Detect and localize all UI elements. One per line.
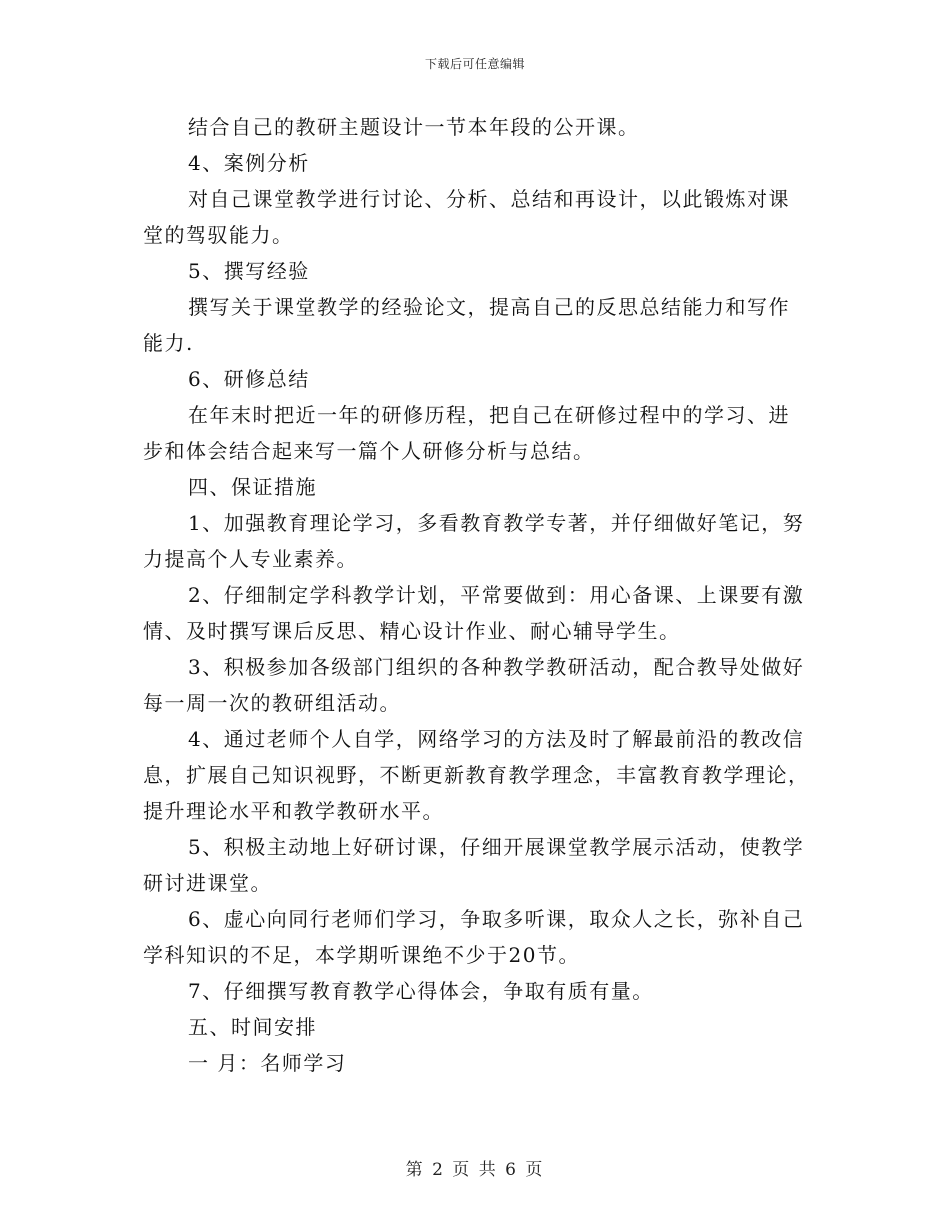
text-line: 能力. — [143, 331, 194, 355]
text-line: 撰写关于课堂教学的经验论文，提高自己的反思总结能力和写作 — [188, 295, 790, 319]
section-heading: 6、研修总结 — [188, 367, 310, 391]
section-heading: 五、时间安排 — [188, 1015, 317, 1039]
text-line: 步和体会结合起来写一篇个人研修分析与总结。 — [143, 439, 595, 463]
text-line: 提升理论水平和教学教研水平。 — [143, 799, 444, 823]
text-line: 息，扩展自己知识视野，不断更新教育教学理念，丰富教育教学理论， — [143, 763, 810, 787]
text-line: 研讨进课堂。 — [143, 871, 272, 895]
section-heading: 4、案例分析 — [188, 151, 310, 175]
text-line: 堂的驾驭能力。 — [143, 223, 294, 247]
document-body — [143, 109, 808, 1081]
text-line: 对自己课堂教学进行讨论、分析、总结和再设计，以此锻炼对课 — [188, 187, 790, 211]
text-line: 结合自己的教研主题设计一节本年段的公开课。 — [188, 115, 640, 139]
text-line: 在年末时把近一年的研修历程，把自己在研修过程中的学习、进 — [188, 403, 790, 427]
text-line: 3、积极参加各级部门组织的各种教学教研活动，配合教导处做好 — [188, 655, 805, 679]
text-line: 学科知识的不足，本学期听课绝不少于20节。 — [143, 943, 580, 967]
section-heading: 四、保证措施 — [188, 475, 317, 499]
text-line: 力提高个人专业素养。 — [143, 547, 358, 571]
text-line: 7、仔细撰写教育教学心得体会，争取有质有量。 — [188, 979, 654, 1003]
text-line: 一 月：名师学习 — [188, 1051, 347, 1075]
text-line: 5、积极主动地上好研讨课，仔细开展课堂教学展示活动，使教学 — [188, 835, 805, 859]
text-line: 1、加强教育理论学习，多看教育教学专著，并仔细做好笔记，努 — [188, 511, 805, 535]
text-line: 每一周一次的教研组活动。 — [143, 691, 401, 715]
text-line: 4、通过老师个人自学，网络学习的方法及时了解最前沿的教改信 — [188, 727, 805, 751]
text-line: 6、虚心向同行老师们学习，争取多听课，取众人之长，弥补自己 — [188, 907, 805, 931]
section-heading: 5、撰写经验 — [188, 259, 310, 283]
page-indicator: 第 2 页 共 6 页 — [405, 1160, 545, 1180]
header-note: 下载后可任意编辑 — [424, 57, 525, 71]
text-line: 情、及时撰写课后反思、精心设计作业、耐心辅导学生。 — [143, 619, 681, 643]
text-line: 2、仔细制定学科教学计划，平常要做到：用心备课、上课要有激 — [188, 583, 805, 607]
